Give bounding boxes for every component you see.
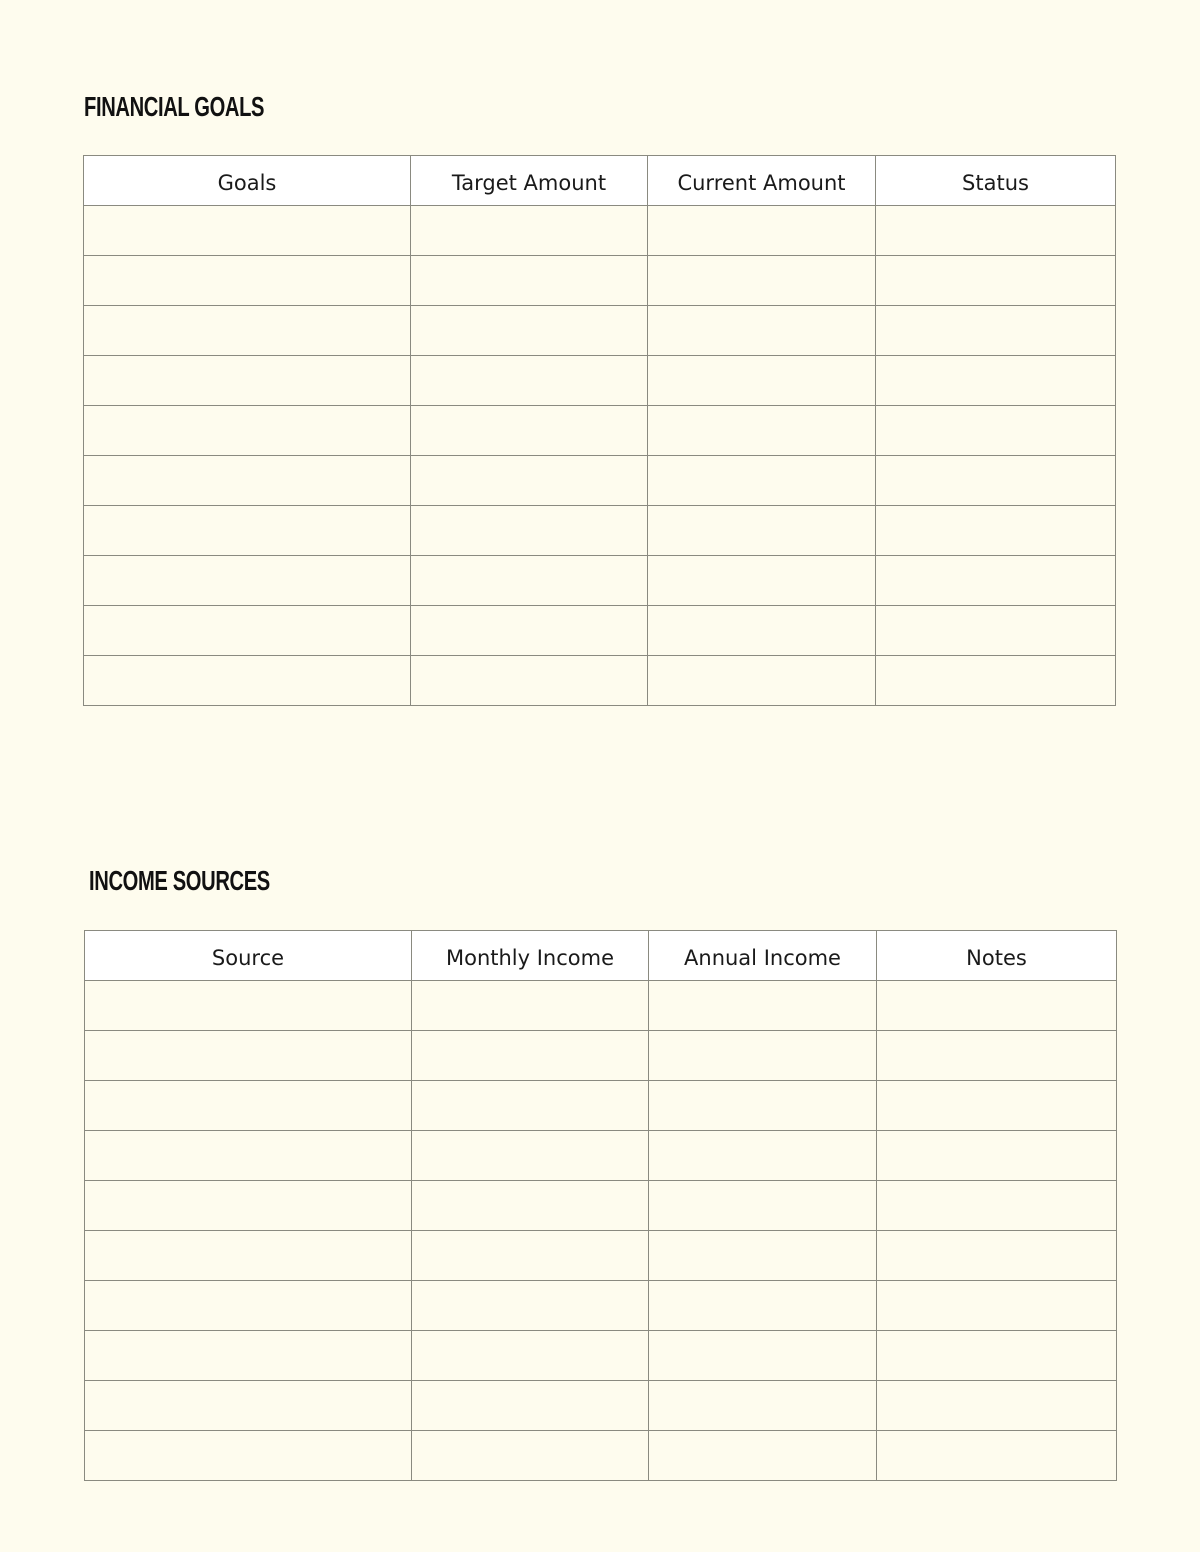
table-cell[interactable] bbox=[648, 556, 876, 606]
table-cell[interactable] bbox=[876, 356, 1116, 406]
table-cell[interactable] bbox=[876, 456, 1116, 506]
table-cell[interactable] bbox=[648, 606, 876, 656]
table-row bbox=[85, 1331, 1117, 1381]
table-cell[interactable] bbox=[85, 1081, 412, 1131]
table-cell[interactable] bbox=[85, 1381, 412, 1431]
table-cell[interactable] bbox=[877, 1281, 1117, 1331]
table-cell[interactable] bbox=[876, 306, 1116, 356]
income-sources-title: INCOME SOURCES bbox=[89, 865, 270, 896]
table-cell[interactable] bbox=[649, 1231, 877, 1281]
table-cell[interactable] bbox=[85, 1231, 412, 1281]
table-cell[interactable] bbox=[877, 1331, 1117, 1381]
income-sources-body bbox=[85, 981, 1117, 1481]
table-cell[interactable] bbox=[84, 506, 411, 556]
table-row bbox=[84, 506, 1116, 556]
table-cell[interactable] bbox=[84, 206, 411, 256]
table-cell[interactable] bbox=[412, 1131, 649, 1181]
table-row bbox=[85, 1381, 1117, 1431]
table-cell[interactable] bbox=[648, 406, 876, 456]
column-header-target-amount: Target Amount bbox=[411, 156, 648, 206]
table-cell[interactable] bbox=[411, 656, 648, 706]
column-header-current-amount: Current Amount bbox=[648, 156, 876, 206]
table-cell[interactable] bbox=[84, 356, 411, 406]
table-row bbox=[85, 1281, 1117, 1331]
table-cell[interactable] bbox=[649, 1381, 877, 1431]
table-cell[interactable] bbox=[85, 1031, 412, 1081]
table-cell[interactable] bbox=[876, 556, 1116, 606]
table-cell[interactable] bbox=[412, 981, 649, 1031]
table-cell[interactable] bbox=[876, 406, 1116, 456]
table-cell[interactable] bbox=[877, 1131, 1117, 1181]
column-header-status: Status bbox=[876, 156, 1116, 206]
table-cell[interactable] bbox=[877, 1431, 1117, 1481]
table-cell[interactable] bbox=[877, 1381, 1117, 1431]
table-row bbox=[84, 306, 1116, 356]
table-row bbox=[84, 206, 1116, 256]
table-cell[interactable] bbox=[412, 1181, 649, 1231]
table-cell[interactable] bbox=[84, 606, 411, 656]
table-cell[interactable] bbox=[649, 1081, 877, 1131]
table-cell[interactable] bbox=[412, 1031, 649, 1081]
table-cell[interactable] bbox=[411, 256, 648, 306]
table-cell[interactable] bbox=[85, 1331, 412, 1381]
table-cell[interactable] bbox=[649, 1131, 877, 1181]
table-cell[interactable] bbox=[649, 1031, 877, 1081]
table-cell[interactable] bbox=[877, 1031, 1117, 1081]
table-row bbox=[84, 256, 1116, 306]
table-row bbox=[84, 656, 1116, 706]
table-row bbox=[85, 1231, 1117, 1281]
column-header-source: Source bbox=[85, 931, 412, 981]
table-row bbox=[84, 456, 1116, 506]
table-cell[interactable] bbox=[411, 606, 648, 656]
table-cell[interactable] bbox=[84, 406, 411, 456]
table-cell[interactable] bbox=[876, 256, 1116, 306]
table-cell[interactable] bbox=[876, 206, 1116, 256]
table-row bbox=[84, 556, 1116, 606]
column-header-goals: Goals bbox=[84, 156, 411, 206]
financial-goals-body bbox=[84, 206, 1116, 706]
table-cell[interactable] bbox=[412, 1431, 649, 1481]
table-cell[interactable] bbox=[412, 1381, 649, 1431]
table-row bbox=[84, 356, 1116, 406]
column-header-monthly-income: Monthly Income bbox=[412, 931, 649, 981]
table-row bbox=[85, 1031, 1117, 1081]
financial-goals-table bbox=[83, 155, 1116, 706]
table-cell[interactable] bbox=[877, 1181, 1117, 1231]
column-header-notes: Notes bbox=[877, 931, 1117, 981]
financial-goals-title: FINANCIAL GOALS bbox=[84, 91, 265, 122]
table-cell[interactable] bbox=[648, 206, 876, 256]
table-header-row bbox=[85, 931, 1117, 981]
table-cell[interactable] bbox=[85, 981, 412, 1031]
table-cell[interactable] bbox=[876, 606, 1116, 656]
table-cell[interactable] bbox=[648, 306, 876, 356]
table-row bbox=[85, 981, 1117, 1031]
table-cell[interactable] bbox=[411, 356, 648, 406]
income-sources-table bbox=[84, 930, 1117, 1481]
table-cell[interactable] bbox=[649, 1331, 877, 1381]
table-cell[interactable] bbox=[411, 456, 648, 506]
table-cell[interactable] bbox=[85, 1181, 412, 1231]
table-row bbox=[85, 1181, 1117, 1231]
table-cell[interactable] bbox=[411, 306, 648, 356]
table-cell[interactable] bbox=[84, 456, 411, 506]
table-cell[interactable] bbox=[649, 1281, 877, 1331]
table-cell[interactable] bbox=[877, 981, 1117, 1031]
table-cell[interactable] bbox=[84, 656, 411, 706]
table-cell[interactable] bbox=[648, 256, 876, 306]
table-cell[interactable] bbox=[649, 1181, 877, 1231]
table-cell[interactable] bbox=[412, 1081, 649, 1131]
table-cell[interactable] bbox=[411, 506, 648, 556]
table-cell[interactable] bbox=[876, 506, 1116, 556]
table-cell[interactable] bbox=[412, 1331, 649, 1381]
table-cell[interactable] bbox=[649, 1431, 877, 1481]
table-cell[interactable] bbox=[84, 256, 411, 306]
table-header-row bbox=[84, 156, 1116, 206]
table-row bbox=[85, 1081, 1117, 1131]
table-cell[interactable] bbox=[648, 506, 876, 556]
table-cell[interactable] bbox=[85, 1431, 412, 1481]
column-header-annual-income: Annual Income bbox=[649, 931, 877, 981]
table-row bbox=[85, 1131, 1117, 1181]
table-cell[interactable] bbox=[85, 1281, 412, 1331]
table-row bbox=[85, 1431, 1117, 1481]
table-cell[interactable] bbox=[84, 306, 411, 356]
table-cell[interactable] bbox=[412, 1281, 649, 1331]
table-cell[interactable] bbox=[84, 556, 411, 606]
table-cell[interactable] bbox=[877, 1231, 1117, 1281]
table-row bbox=[84, 606, 1116, 656]
table-cell[interactable] bbox=[85, 1131, 412, 1181]
table-row bbox=[84, 406, 1116, 456]
table-cell[interactable] bbox=[876, 656, 1116, 706]
table-cell[interactable] bbox=[411, 556, 648, 606]
table-cell[interactable] bbox=[648, 456, 876, 506]
table-cell[interactable] bbox=[648, 356, 876, 406]
table-cell[interactable] bbox=[412, 1231, 649, 1281]
table-cell[interactable] bbox=[649, 981, 877, 1031]
table-cell[interactable] bbox=[648, 656, 876, 706]
table-cell[interactable] bbox=[411, 206, 648, 256]
table-cell[interactable] bbox=[411, 406, 648, 456]
table-cell[interactable] bbox=[877, 1081, 1117, 1131]
